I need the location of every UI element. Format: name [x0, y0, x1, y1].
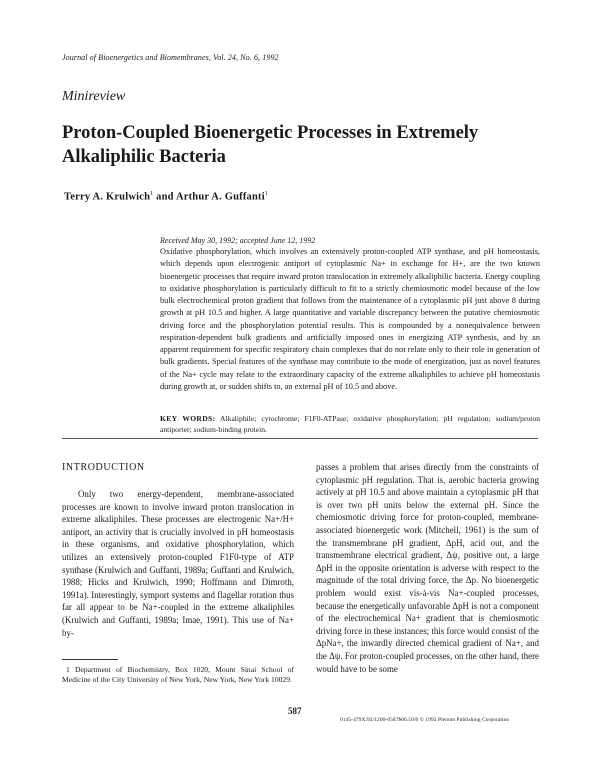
- author-name: Arthur A. Guffanti: [175, 191, 265, 203]
- body-text-left-column: Only two energy-dependent, membrane-associated processes are known to involve inward proton translocation in extreme alkaliphiles. These processes are electrogenic Na+/H+ antiport, an activity that is crucially involved in pH homeostasis in these organisms, and oxidative phosphorylation, which utilizes an extensively proton-coupled F1F0-type of ATP synthase (Krulwich and Guffanti, 1989a; Guffanti and Krulwich, 1988; Hicks and Krulwich, 1990; Hoffmann and Dimroth, 1991a). Interestingly, symport systems and flagellar rotation thus far all appear to be Na+-coupled in the extreme alkaliphiles (Krulwich and Guffanti, 1989a; Imae, 1991). This use of Na+ by-: [62, 489, 294, 638]
- journal-citation: Journal of Bioenergetics and Biomembranes, Vol. 24, No. 6, 1992: [62, 53, 279, 62]
- abstract: Oxidative phosphorylation, which involves an extensively proton-coupled ATP synthase, and pH homeostasis, which depends upon electrogenic antiport of cytoplasmic Na+ in exchange for H+, are the two known bioenergetic processes that require inward proton translocation in extremely alkaliphilic bacteria. Energy coupling to oxidative phosphorylation is particularly difficult to fit to a strictly chemiosmotic model because of the low bulk electrochemical proton gradient that follows from the maintenance of a cytoplasmic pH just above 8 during growth at pH 10.5 and higher. A large quantitative and variable discrepancy between the putative chemiosmotic driving force and the phosphorylation potential results. This is compounded by a nonequivalence between respiration-dependent bulk gradients and artificially imposed ones in energizing ATP synthesis, and by an apparent requirement for specific respiratory chain complexes that do not relate only to their role in generation of bulk gradients. Special features of the synthase may contribute to the mode of energization, just as novel features of the Na+ cycle may relate to the extraordinary capacity of the extreme alkaliphiles to achieve pH homeostasis during growth at, or sudden shifts to, an external pH of 10.5 and above.: [160, 247, 540, 391]
- author-connector: and: [153, 191, 176, 203]
- body-text-right-column: passes a problem that arises directly from the constraints of cytoplasmic pH regulation. That is, aerobic bacteria growing actively at pH 10.5 and above maintain a cytoplasmic pH that is over two pH units below the external pH. Since the chemiosmotic driving force for proton-coupled, membrane-associated bioenergetic work (Mitchell, 1961) is the sum of the transmembrane pH gradient, ΔpH, acid out, and the transmembrane electrical gradient, Δψ, positive out, a large ΔpH in the opposite orientation is adverse with respect to the magnitude of the total driving force, the Δp. No bioenergetic problem would exist vis-à-vis Na+-coupled processes, because the energetically unfavorable ΔpH is not a component of the electrochemical Na+ gradient that is chemiosmotic driving force in these instances; this force would consist of the ΔpNa+, the inwardly directed chemical gradient of Na+, and the Δψ. For proton-coupled processes, on the other hand, there would have to be some: [316, 462, 539, 674]
- page-number: 587: [288, 706, 302, 716]
- footnote: 1 Department of Biochemistry, Box 1020, Mount Sinai School of Medicine of the City University of New York, New York, New York 10029.: [62, 665, 294, 685]
- affiliation-mark: 1: [264, 191, 269, 197]
- keywords-text: Alkaliphile; cytochrome; F1F0-ATPase; oxidative phosphorylation; pH regulation; sodium/proton antiporter; sodium-binding protein.: [160, 414, 541, 434]
- section-label: Minireview: [62, 89, 126, 104]
- section-heading: INTRODUCTION: [62, 462, 145, 473]
- received-dates: Received May 30, 1992; accepted June 12, 1992: [160, 236, 316, 245]
- footnote-divider: [62, 659, 118, 660]
- paper-title: Proton-Coupled Bioenergetic Processes in Extremely Alkaliphilic Bacteria: [62, 123, 479, 167]
- copyright-line: 0145-479X/92/1200-0587$06.50/0 © 1992 Plenum Publishing Corporation: [340, 717, 510, 723]
- keywords: [160, 413, 540, 435]
- authors: [64, 191, 268, 203]
- affiliation-mark: 1: [150, 191, 154, 197]
- section-divider: [62, 438, 538, 439]
- author-name: Terry A. Krulwich: [64, 191, 151, 203]
- keywords-label: KEY WORDS:: [160, 414, 216, 423]
